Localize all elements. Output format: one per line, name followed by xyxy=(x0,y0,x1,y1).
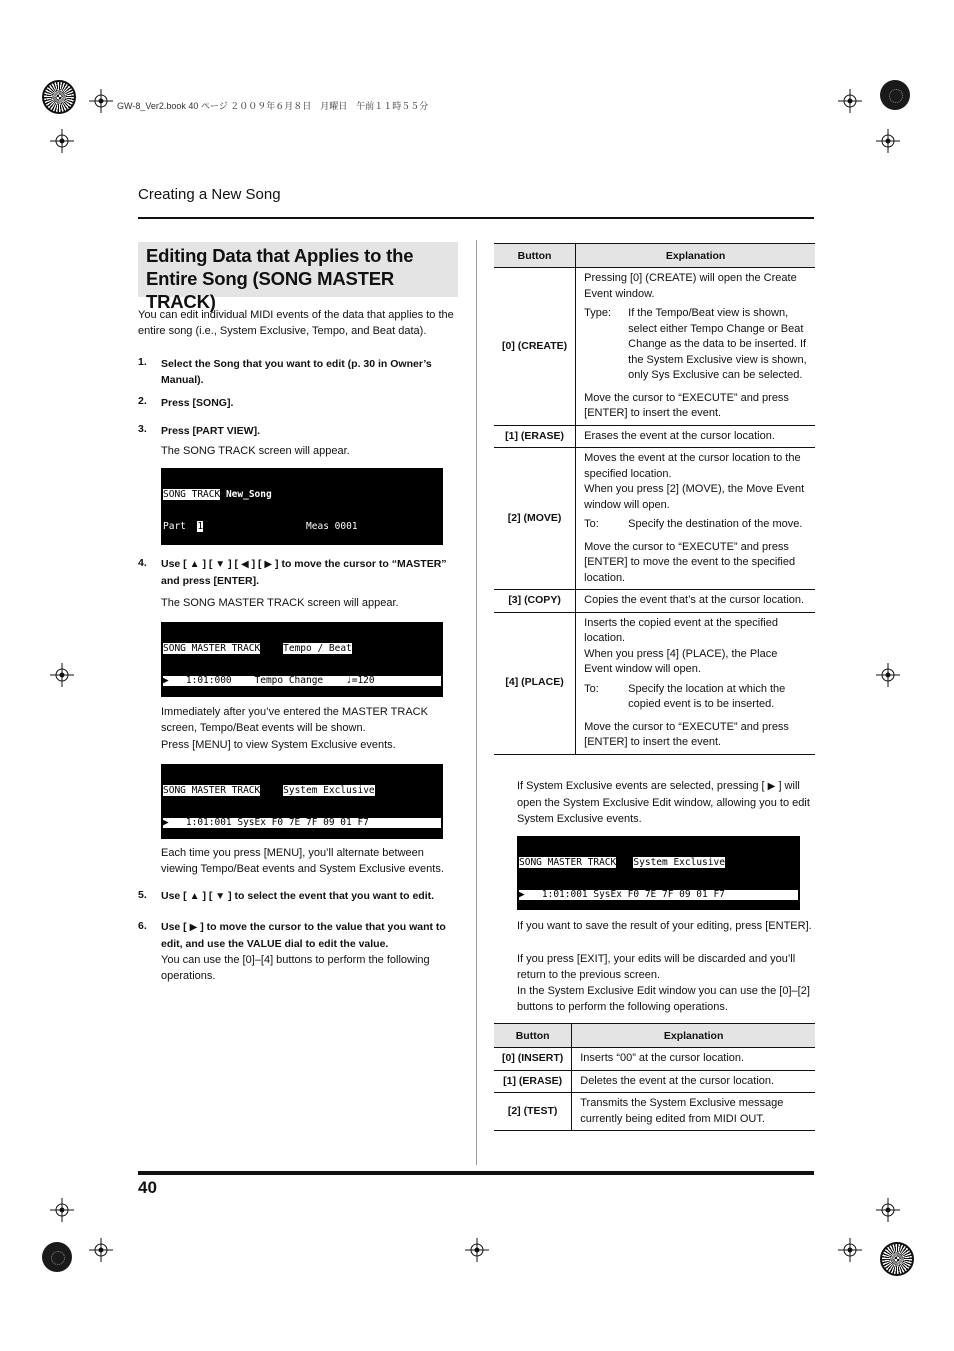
step-number: 1. xyxy=(138,356,147,368)
step-number: 5. xyxy=(138,889,147,901)
table-header-button: Button xyxy=(494,244,576,268)
step-text: Press [PART VIEW]. xyxy=(161,425,260,437)
lcd-view-name: System Exclusive xyxy=(633,857,725,868)
print-file-info: GW-8_Ver2.book 40 ページ ２００９年６月８日 月曜日 午前１１時５５分 xyxy=(117,101,429,111)
crosshair-icon xyxy=(876,129,900,153)
right-arrow-icon: ▶ xyxy=(767,781,776,792)
crosshair-icon xyxy=(50,129,74,153)
table-row xyxy=(494,1048,815,1071)
lcd-part-value: 1 xyxy=(197,520,204,532)
table-row xyxy=(494,590,815,613)
step-text: Use [ ▲ ] [ ▼ ] [ ◀ ] [ ▶ ] to move the cursor to “MASTER” and press [ENTER]. xyxy=(161,558,447,587)
table-cell-explanation: Pressing [0] (CREATE) will open the Create Event window. Type: If the Tempo/Beat view is shown, select either Tempo Change or Beat Change as the data to be inserted. If the System Exclusive view is shown, only Sys Exclusive can be selected. Move the cursor to “EXECUTE” and press [ENTER] to insert the event. xyxy=(576,268,815,426)
crosshair-icon xyxy=(876,663,900,687)
lcd-song-name: New_Song xyxy=(225,489,272,500)
lcd-master-track-tempo-screen xyxy=(161,622,443,697)
table-cell-explanation: Erases the event at the cursor location. xyxy=(576,425,815,448)
crosshair-icon xyxy=(838,1238,862,1262)
table-cell-button: [3] (COPY) xyxy=(494,590,576,613)
lcd-sysex-edit-screen xyxy=(517,836,800,910)
paragraph: Press [MENU] to view System Exclusive events. xyxy=(161,739,396,751)
table-header-button: Button xyxy=(494,1024,572,1048)
crosshair-icon xyxy=(89,1238,113,1262)
step-number: 4. xyxy=(138,557,147,569)
step-number: 3. xyxy=(138,423,147,435)
crosshair-icon xyxy=(89,89,113,113)
up-arrow-icon: ▲ xyxy=(189,559,200,570)
crosshair-icon xyxy=(876,1198,900,1222)
table-cell-button: [0] (INSERT) xyxy=(494,1048,572,1071)
table-cell-explanation: Copies the event that’s at the cursor location. xyxy=(576,590,815,613)
lcd-title: SONG TRACK xyxy=(163,489,221,500)
step-text: Use [ ▲ ] [ ▼ ] to select the event that you want to edit. xyxy=(161,888,453,905)
running-header: Creating a New Song xyxy=(138,186,281,203)
table-row xyxy=(494,1070,815,1093)
table-cell-explanation: Moves the event at the cursor location to the specified location. When you press [2] (MOVE), the Move Event window will open. To: Specify the destination of the move. Move the cursor to “EXECUTE” and press [ENTER] to move the event to the specified location. xyxy=(576,448,815,590)
header-rule xyxy=(138,217,814,219)
registration-starburst-top-left xyxy=(42,80,76,114)
table-cell-explanation: Inserts the copied event at the specified location. When you press [4] (PLACE), the Place Event window will open. To: Specify the location at which the copied event is to be inserted. Move the cursor to “EXECUTE” and press [ENTER] to insert the event. xyxy=(576,612,815,754)
table-cell-button: [2] (TEST) xyxy=(494,1093,572,1131)
lcd-label: Part xyxy=(163,520,186,532)
registration-starburst-bottom-right xyxy=(880,1242,914,1276)
right-arrow-icon: ▶ xyxy=(264,559,273,570)
lcd-title: SONG MASTER TRACK xyxy=(163,643,261,654)
page-number: 40 xyxy=(138,1178,157,1197)
registration-dot-bottom-left xyxy=(42,1242,72,1272)
paragraph: In the System Exclusive Edit window you can use the [0]–[2] buttons to perform the following operations. xyxy=(517,985,810,1013)
step-note: The SONG MASTER TRACK screen will appear. xyxy=(161,597,399,609)
lcd-event-row: ▶ 1:01:001 SysEx F0 7E 7F 09 01 F7 xyxy=(163,818,441,829)
paragraph: If you press [EXIT], your edits will be discarded and you’ll return to the previous screen. xyxy=(517,953,796,981)
crosshair-icon xyxy=(50,663,74,687)
table-row xyxy=(494,448,815,590)
step-text: Press [SONG]. xyxy=(161,397,234,409)
table-cell-button: [2] (MOVE) xyxy=(494,448,576,590)
lcd-title: SONG MASTER TRACK xyxy=(163,785,261,796)
table-cell-explanation: Deletes the event at the cursor location. xyxy=(572,1070,815,1093)
button-explanation-table xyxy=(494,243,815,755)
footer-rule xyxy=(138,1171,814,1175)
step-note: You can use the [0]–[4] buttons to perform the following operations. xyxy=(161,954,430,982)
table-cell-explanation: Transmits the System Exclusive message currently being edited from MIDI OUT. xyxy=(572,1093,815,1131)
lcd-label: Meas xyxy=(306,520,329,532)
table-cell-button: [0] (CREATE) xyxy=(494,268,576,426)
section-heading: Editing Data that Applies to the Entire Song (SONG MASTER TRACK) xyxy=(146,245,414,312)
step-text: Select the Song that you want to edit (p. 30 in Owner’s Manual). xyxy=(161,358,432,386)
registration-dot-top-right xyxy=(880,80,910,110)
table-cell-button: [1] (ERASE) xyxy=(494,1070,572,1093)
step-number: 6. xyxy=(138,920,147,932)
left-arrow-icon: ◀ xyxy=(240,559,249,570)
table-row xyxy=(494,1093,815,1131)
paragraph: If System Exclusive events are selected, pressing [ ▶ ] will open the System Exclusive Edit window, allowing you to edit System Exclusive events. xyxy=(517,780,810,825)
section-heading-box xyxy=(138,242,458,312)
table-header-explanation: Explanation xyxy=(576,244,815,268)
right-arrow-icon: ▶ xyxy=(189,922,198,933)
lcd-meas-value: 0001 xyxy=(334,520,358,532)
column-divider xyxy=(476,240,477,1165)
lcd-song-track-screen xyxy=(161,468,443,545)
lcd-event-row: ▶ 1:01:000 Tempo Change ♩=120 xyxy=(163,676,441,687)
intro-paragraph: You can edit individual MIDI events of the data that applies to the entire song (i.e., System Exclusive, Tempo, and Beat data). xyxy=(138,309,454,337)
table-row xyxy=(494,268,815,426)
step-text: Use [ ▶ ] to move the cursor to the value that you want to edit, and use the VALUE dial to edit the value. xyxy=(161,921,446,950)
table-header-explanation: Explanation xyxy=(572,1024,815,1048)
crosshair-icon xyxy=(465,1238,489,1262)
sysex-edit-button-table xyxy=(494,1023,815,1131)
crosshair-icon xyxy=(50,1198,74,1222)
down-arrow-icon: ▼ xyxy=(215,891,226,902)
crosshair-icon xyxy=(838,89,862,113)
lcd-event-row: ▶ 1:01:001 SysEx F0 7E 7F 09 01 F7 xyxy=(519,890,798,901)
paragraph: Each time you press [MENU], you’ll alternate between viewing Tempo/Beat events and System Exclusive events. xyxy=(161,847,444,875)
table-cell-button: [4] (PLACE) xyxy=(494,612,576,754)
lcd-master-track-sysex-screen xyxy=(161,764,443,839)
lcd-title: SONG MASTER TRACK xyxy=(519,857,617,868)
lcd-view-name: System Exclusive xyxy=(283,785,375,796)
table-cell-button: [1] (ERASE) xyxy=(494,425,576,448)
lcd-view-name: Tempo / Beat xyxy=(283,643,352,654)
down-arrow-icon: ▼ xyxy=(215,559,226,570)
table-row xyxy=(494,612,815,754)
step-number: 2. xyxy=(138,395,147,407)
paragraph: If you want to save the result of your editing, press [ENTER]. xyxy=(517,920,812,932)
table-cell-explanation: Inserts “00” at the cursor location. xyxy=(572,1048,815,1071)
step-note: The SONG TRACK screen will appear. xyxy=(161,445,350,457)
up-arrow-icon: ▲ xyxy=(189,891,200,902)
table-row xyxy=(494,425,815,448)
paragraph: Immediately after you’ve entered the MASTER TRACK screen, Tempo/Beat events will be shown. xyxy=(161,706,428,734)
